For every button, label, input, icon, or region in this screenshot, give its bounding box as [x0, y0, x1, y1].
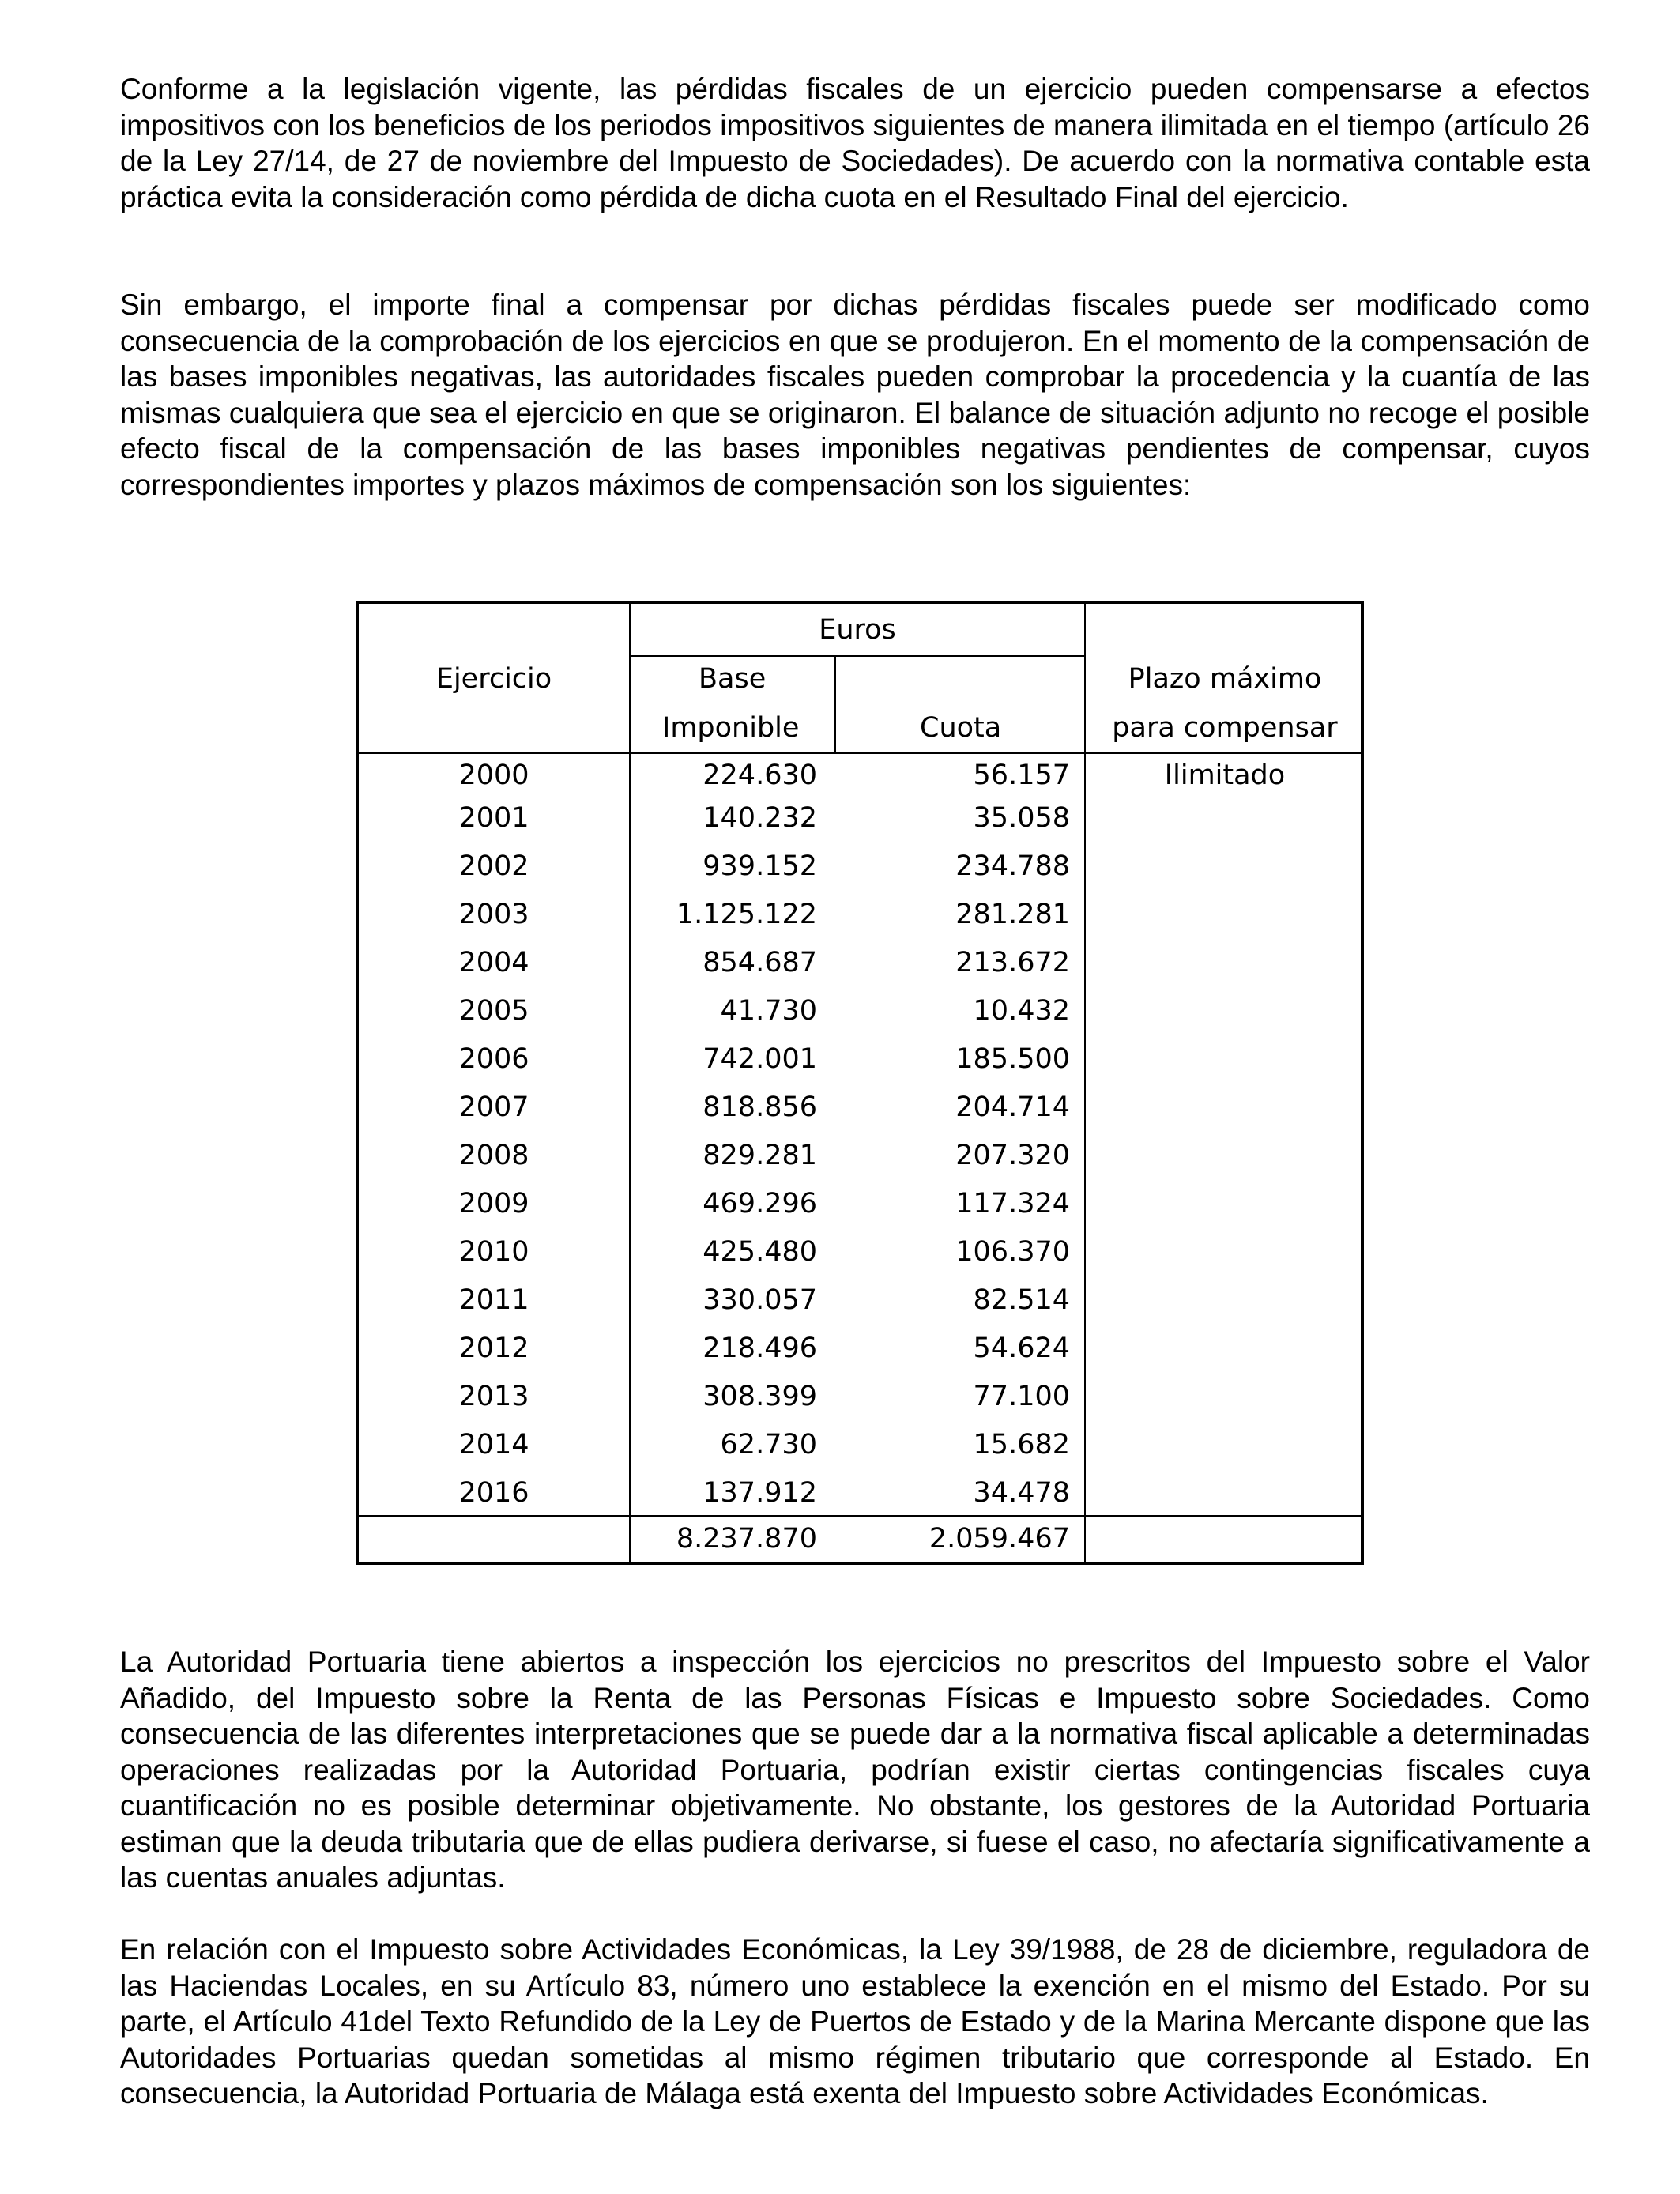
row-base-imponible: 218.496 [703, 1333, 817, 1364]
row-year: 2002 [458, 850, 529, 882]
paragraph-importe-compensar: Sin embargo, el importe final a compensar por dichas pérdidas fiscales puede ser modificado como consecuencia de la comprobación de los ejercicios en que se produjeron. En el momento de la compensación de las bases imponibles negativas, las autoridades fiscales pueden comprobar la procedencia y la cuantía de las mismas cualquiera que sea el ejercicio en que se originaron. El balance de situación adjunto no recoge el posible efecto fiscal de la compensación de las bases imponibles negativas pendientes de compensar, cuyos correspondientes importes y plazos máximos de compensación son los siguientes: [120, 288, 1590, 501]
row-base-imponible: 1.125.122 [676, 899, 817, 930]
header-base-line2: Imponible [662, 712, 800, 744]
header-ejercicio: Ejercicio [435, 663, 552, 695]
row-cuota: 77.100 [973, 1381, 1070, 1412]
row-base-imponible: 425.480 [703, 1236, 817, 1268]
row-cuota: 106.370 [955, 1236, 1070, 1268]
row-base-imponible: 137.912 [703, 1477, 817, 1509]
row-base-imponible: 469.296 [703, 1188, 817, 1220]
header-base-line1: Base [699, 663, 767, 695]
row-year: 2001 [458, 802, 529, 834]
row-base-imponible: 939.152 [703, 850, 817, 882]
row-year: 2004 [458, 947, 529, 978]
header-plazo-line1: Plazo máximo [1128, 663, 1322, 695]
paragraph-actividades-economicas: En relación con el Impuesto sobre Actividades Económicas, la Ley 39/1988, de 28 de diciembre, reguladora de las Haciendas Locales, en su Artículo 83, número uno establece la exención en el mismo del Estado. Por su parte, el Artículo 41del Texto Refundido de la Ley de Puertos de Estado y de la Marina Mercante dispone que las Autoridades Portuarias quedan sometidas al mismo régimen tributario que corresponde al Estado. En consecuencia, la Autoridad Portuaria de Málaga está exenta del Impuesto sobre Actividades Económicas. [120, 1933, 1590, 2109]
row-cuota: 185.500 [955, 1043, 1070, 1075]
row-cuota: 54.624 [973, 1333, 1070, 1364]
row-base-imponible: 742.001 [703, 1043, 817, 1075]
row-year: 2014 [458, 1429, 529, 1461]
row-base-imponible: 330.057 [703, 1284, 817, 1316]
row-cuota: 56.157 [973, 760, 1070, 791]
paragraph-perdidas-fiscales: Conforme a la legislación vigente, las pérdidas fiscales de un ejercicio pueden compensarse a efectos impositivos con los beneficios de los periodos impositivos siguientes de manera ilimitada en el tiempo (artículo 26 de la Ley 27/14, de 27 de noviembre del Impuesto de Sociedades). De acuerdo con la normativa contable esta práctica evita la consideración como pérdida de dicha cuota en el Resultado Final del ejercicio. [120, 73, 1590, 213]
row-base-imponible: 308.399 [703, 1381, 817, 1412]
table-divider [629, 655, 1084, 657]
header-euros: Euros [819, 614, 896, 646]
row-year: 2016 [458, 1477, 529, 1509]
row-base-imponible: 829.281 [703, 1140, 817, 1171]
row-cuota: 15.682 [973, 1429, 1070, 1461]
row-cuota: 213.672 [955, 947, 1070, 978]
row-cuota: 281.281 [955, 899, 1070, 930]
row-cuota: 207.320 [955, 1140, 1070, 1171]
row-year: 2007 [458, 1091, 529, 1123]
table-divider [1084, 604, 1086, 1562]
row-year: 2003 [458, 899, 529, 930]
table-divider [834, 656, 836, 754]
row-year: 2013 [458, 1381, 529, 1412]
row-year: 2011 [458, 1284, 529, 1316]
total-cuota: 2.059.467 [929, 1523, 1070, 1555]
row-base-imponible: 854.687 [703, 947, 817, 978]
row-cuota: 234.788 [955, 850, 1070, 882]
table-divider [629, 604, 631, 1562]
table-divider [359, 1515, 1361, 1517]
row-year: 2000 [458, 760, 529, 791]
row-base-imponible: 62.730 [720, 1429, 817, 1461]
row-cuota: 204.714 [955, 1091, 1070, 1123]
row-cuota: 10.432 [973, 995, 1070, 1027]
header-plazo-line2: para compensar [1112, 712, 1338, 744]
row-year: 2006 [458, 1043, 529, 1075]
row-year: 2010 [458, 1236, 529, 1268]
row-base-imponible: 140.232 [703, 802, 817, 834]
row-base-imponible: 41.730 [720, 995, 817, 1027]
row-cuota: 117.324 [955, 1188, 1070, 1220]
row-year: 2005 [458, 995, 529, 1027]
row-base-imponible: 224.630 [703, 760, 817, 791]
row-cuota: 35.058 [973, 802, 1070, 834]
row-base-imponible: 818.856 [703, 1091, 817, 1123]
row-year: 2012 [458, 1333, 529, 1364]
row-plazo: Ilimitado [1164, 760, 1286, 791]
paragraph-inspeccion: La Autoridad Portuaria tiene abiertos a inspección los ejercicios no prescritos del Impuesto sobre el Valor Añadido, del Impuesto sobre la Renta de las Personas Físicas e Impuesto sobre Sociedades. Como consecuencia de las diferentes interpretaciones que se puede dar a la normativa fiscal aplicable a determinadas operaciones realizadas por la Autoridad Portuaria, podrían existir ciertas contingencias fiscales cuya cuantificación no es posible determinar objetivamente. No obstante, los gestores de la Autoridad Portuaria estiman que la deuda tributaria que de ellas pudiera derivarse, si fuese el caso, no afectaría significativamente a las cuentas anuales adjuntas. [120, 1646, 1590, 1894]
table-divider [359, 752, 1361, 754]
row-cuota: 34.478 [973, 1477, 1070, 1509]
row-year: 2008 [458, 1140, 529, 1171]
total-base: 8.237.870 [676, 1523, 817, 1555]
row-cuota: 82.514 [973, 1284, 1070, 1316]
row-year: 2009 [458, 1188, 529, 1220]
bases-imponibles-table [356, 601, 1364, 1565]
header-cuota: Cuota [920, 712, 1002, 744]
